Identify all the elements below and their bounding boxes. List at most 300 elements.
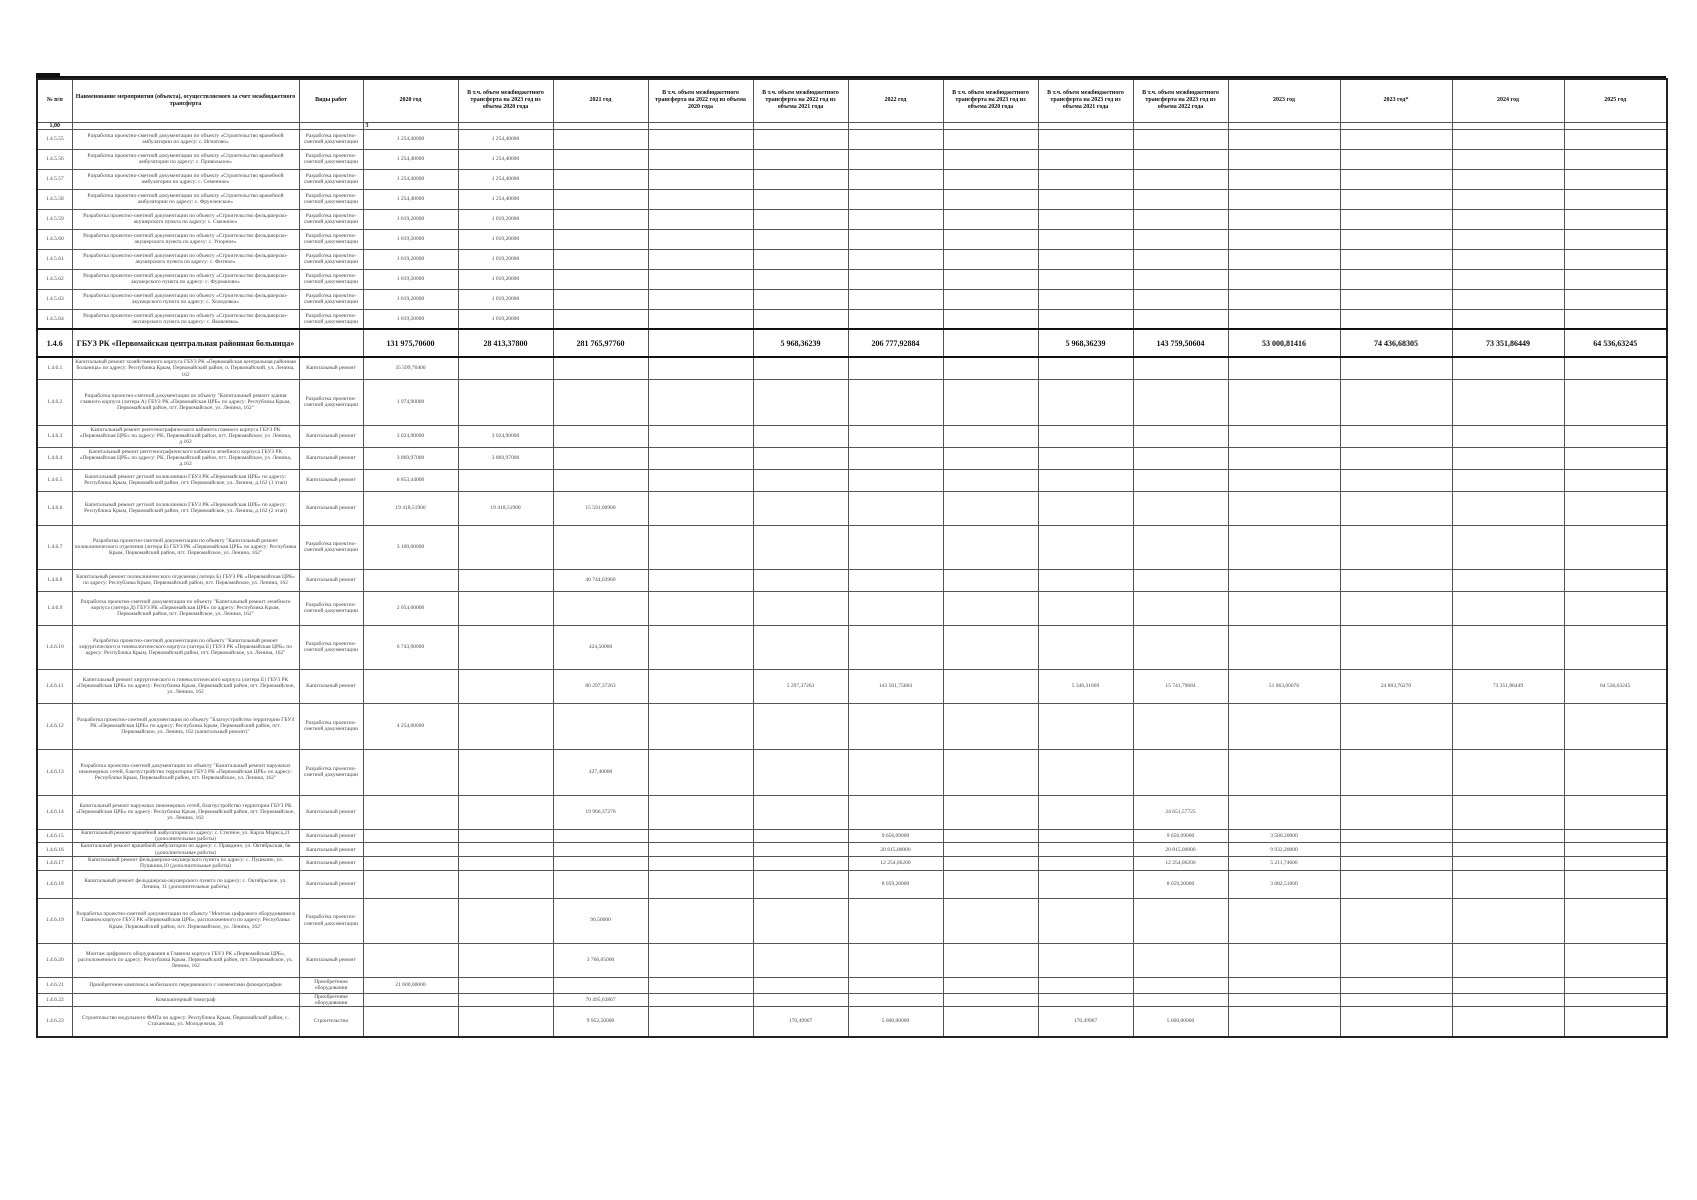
cell-inc2020	[458, 569, 553, 591]
cell-name: Капитальный ремонт хозяйственного корпуса ГБУЗ РК «Первомайская центральная районная больница» по адресу: Республика Крым, Первомайский район, п. Первомайский, ул. Ленина, 162	[72, 357, 299, 379]
cell-y2022	[848, 491, 943, 525]
cell-num: 1.4.5.58	[37, 189, 72, 209]
cell-inc2023from2020	[943, 591, 1038, 625]
cell-y2024	[1452, 977, 1564, 993]
cell-num: 1.4.6.16	[37, 843, 72, 857]
table-row	[37, 289, 1667, 309]
cell-inc2023from2022	[1133, 625, 1228, 669]
cell-y2023	[1228, 703, 1340, 749]
cell-y2021	[553, 591, 648, 625]
cell-y2023s	[1340, 189, 1452, 209]
cell-y2023s	[1340, 749, 1452, 795]
cell-inc2022from2021	[753, 870, 848, 898]
cell-name: Разработка проектно-сметной документации по объекту «Строительство фельдшерско-акушерского пункта по адресу: с. Упорное»	[72, 229, 299, 249]
cell-y2024	[1452, 425, 1564, 447]
cell-y2022	[848, 209, 943, 229]
cell-y2024	[1452, 943, 1564, 977]
cell-y2022	[848, 703, 943, 749]
cell-inc2023from2022: 9 656,09000	[1133, 829, 1228, 843]
cell-y2021	[553, 856, 648, 870]
cell-y2025	[1564, 943, 1667, 977]
cell-inc2023from2020	[943, 289, 1038, 309]
cell-y2022	[848, 469, 943, 491]
cell-work: Капитальный ремонт	[299, 943, 363, 977]
cell-inc2022from2021: 5 297,37263	[753, 669, 848, 703]
col-inc2023-2021: В т.ч. объем межбюджетного трансферта на 2023 год из объема 2021 года	[1038, 79, 1133, 122]
cell-inc2020: 1 254,40000	[458, 129, 553, 149]
table-row	[37, 870, 1667, 898]
cell-y2023	[1228, 993, 1340, 1007]
cell-inc2020	[458, 856, 553, 870]
cell-y2025	[1564, 749, 1667, 795]
cell-inc2023from2020	[943, 749, 1038, 795]
cell-y2020: 21 600,00000	[363, 977, 458, 993]
cell-inc2022from2021	[753, 189, 848, 209]
cell-inc2023from2021	[1038, 447, 1133, 469]
cell-name: Разработка проектно-сметной документации по объекту «Строительство фельдшерско-акушерского пункта по адресу: с. Холодовка»	[72, 289, 299, 309]
cell-inc2022from2021	[753, 149, 848, 169]
table-row	[37, 569, 1667, 591]
cell-inc2023from2022	[1133, 491, 1228, 525]
cell-inc2023from2022	[1133, 357, 1228, 379]
cell-work: Капитальный ремонт	[299, 795, 363, 829]
cell-inc2022from2021	[753, 209, 848, 229]
cell-inc2023from2020	[943, 129, 1038, 149]
summary-2025: 64 536,63245	[1564, 329, 1667, 357]
cell-y2021: 424,50000	[553, 625, 648, 669]
cell-inc2023from2021	[1038, 525, 1133, 569]
table-row	[37, 625, 1667, 669]
table-row	[37, 943, 1667, 977]
cell-y2020	[363, 870, 458, 898]
cell-y2021	[553, 870, 648, 898]
cell-y2023s	[1340, 898, 1452, 943]
col-inc2023-2020: В т.ч. объем межбюджетного трансферта на 2023 год из объема 2020 года	[943, 79, 1038, 122]
col-inc2022-2021: В т.ч. объем межбюджетного трансферта на 2022 год из объема 2021 года	[753, 79, 848, 122]
cell-inc2022from2020	[648, 569, 753, 591]
cell-y2020: 1 254,40000	[363, 169, 458, 189]
cell-inc2022from2020	[648, 993, 753, 1007]
cell-inc2020	[458, 469, 553, 491]
cell-inc2022from2021	[753, 469, 848, 491]
cell-inc2023from2021	[1038, 703, 1133, 749]
cell-work: Разработка проектно-сметной документации	[299, 309, 363, 329]
cell-y2023	[1228, 749, 1340, 795]
cell-work: Разработка проектно-сметной документации	[299, 169, 363, 189]
cell-y2020	[363, 669, 458, 703]
cell-inc2020	[458, 1007, 553, 1037]
cell-y2023s	[1340, 379, 1452, 425]
cell-inc2023from2022	[1133, 569, 1228, 591]
cell-y2024: 73 351,86449	[1452, 669, 1564, 703]
cell-inc2022from2021	[753, 357, 848, 379]
cell-inc2023from2022	[1133, 749, 1228, 795]
cell-work: Строительство	[299, 1007, 363, 1037]
cell-inc2020: 1 254,40000	[458, 189, 553, 209]
cell-inc2022from2021	[753, 703, 848, 749]
cell-inc2020: 1 019,20000	[458, 249, 553, 269]
cell-work: Приобретение оборудования	[299, 993, 363, 1007]
cell-work: Капитальный ремонт	[299, 469, 363, 491]
cell-work: Разработка проектно-сметной документации	[299, 209, 363, 229]
col-num: № п/п	[37, 79, 72, 122]
cell-y2023	[1228, 943, 1340, 977]
table-row	[37, 169, 1667, 189]
cell-y2022	[848, 309, 943, 329]
cell-work: Капитальный ремонт	[299, 870, 363, 898]
cell-y2021: 427,40000	[553, 749, 648, 795]
cell-inc2022from2021	[753, 977, 848, 993]
cell-y2020	[363, 795, 458, 829]
cell-y2020: 1 019,20000	[363, 249, 458, 269]
cell-y2025	[1564, 169, 1667, 189]
summary-inc2023-2022: 143 759,50604	[1133, 329, 1228, 357]
cell-inc2022from2020	[648, 977, 753, 993]
cell-y2022	[848, 898, 943, 943]
cell-work: Разработка проектно-сметной документации	[299, 269, 363, 289]
cell-inc2022from2021	[753, 447, 848, 469]
cell-inc2023from2020	[943, 703, 1038, 749]
cell-num: 1.4.6.2	[37, 379, 72, 425]
cell-inc2023from2020	[943, 209, 1038, 229]
cell-name: Монтаж цифрового оборудования в Главном корпусе ГБУЗ РК «Первомайская ЦРБ», расположенного по адресу: Республика Крым, Первомайский район, пгт. Первомайское, ул. Ленина, 162	[72, 943, 299, 977]
cell-y2020	[363, 829, 458, 843]
cell-inc2023from2020	[943, 149, 1038, 169]
cell-name: Капитальный ремонт рентгенографического кабинета лечебного корпуса ГБУЗ РК «Первомайская ЦРБ» по адресу: РК, Первомайский район, пгт. Первомайское, ул. Ленина, д.162	[72, 447, 299, 469]
cell-inc2022from2020	[648, 669, 753, 703]
cell-inc2023from2021	[1038, 569, 1133, 591]
cell-y2022	[848, 289, 943, 309]
table-row	[37, 209, 1667, 229]
cell-y2025	[1564, 209, 1667, 229]
cell-y2023	[1228, 1007, 1340, 1037]
cell-y2023s	[1340, 795, 1452, 829]
cell-inc2020: 1 019,20000	[458, 209, 553, 229]
table-row	[37, 795, 1667, 829]
cell-y2020: 6 853,44000	[363, 469, 458, 491]
index-row	[37, 122, 1667, 129]
cell-inc2020: 1 019,20000	[458, 269, 553, 289]
col-2022: 2022 год	[848, 79, 943, 122]
cell-y2023	[1228, 129, 1340, 149]
cell-y2022	[848, 129, 943, 149]
cell-inc2023from2022: 12 254,06200	[1133, 856, 1228, 870]
cell-num: 1.4.5.56	[37, 149, 72, 169]
cell-inc2022from2020	[648, 898, 753, 943]
cell-y2023s	[1340, 249, 1452, 269]
header-row	[37, 79, 1667, 122]
cell-y2025	[1564, 357, 1667, 379]
cell-y2022	[848, 249, 943, 269]
cell-y2023s	[1340, 309, 1452, 329]
cell-inc2020	[458, 703, 553, 749]
table-row	[37, 591, 1667, 625]
cell-work: Разработка проектно-сметной документации	[299, 189, 363, 209]
cell-y2022	[848, 269, 943, 289]
cell-inc2022from2020	[648, 870, 753, 898]
cell-y2025	[1564, 977, 1667, 993]
cell-name: Строительство модульного ФАПа по адресу: Республика Крым, Первомайский район, с. Стахановка, ул. Молодежная, 30	[72, 1007, 299, 1037]
cell-y2022: 5 600,00000	[848, 1007, 943, 1037]
cell-work: Разработка проектно-сметной документации	[299, 149, 363, 169]
cell-y2023	[1228, 898, 1340, 943]
cell-name: Разработка проектно-сметной документации по объекту "Капитальный ремонт хирургического и гинекологического корпуса (литера Е) ГБУЗ РК «Первомайская ЦРБ» по адресу: Республика Крым, Первомайский район, пгт. Первомайское, ул. Ленина, 162"	[72, 625, 299, 669]
col-inc2023-2022: В т.ч. объем межбюджетного трансферта на 2023 год из объема 2022 года	[1133, 79, 1228, 122]
cell-y2022	[848, 425, 943, 447]
table-row	[37, 829, 1667, 843]
cell-inc2023from2022	[1133, 289, 1228, 309]
cell-inc2023from2021	[1038, 249, 1133, 269]
cell-num: 1.4.6.11	[37, 669, 72, 703]
cell-inc2020	[458, 749, 553, 795]
cell-inc2020: 1 019,20000	[458, 229, 553, 249]
cell-num: 1.4.6.8	[37, 569, 72, 591]
cell-name: Капитальный ремонт поликлинического отделения (литера Б) ГБУЗ РК «Первомайская ЦРБ» по адресу: Республика Крым, Первомайский район, пгт. Первомайское, ул. Ленина, 162	[72, 569, 299, 591]
cell-y2023s	[1340, 447, 1452, 469]
cell-y2021	[553, 229, 648, 249]
cell-inc2023from2020	[943, 249, 1038, 269]
cell-y2022	[848, 977, 943, 993]
cell-inc2020: 3 869,97000	[458, 447, 553, 469]
cell-y2025	[1564, 829, 1667, 843]
cell-y2025	[1564, 425, 1667, 447]
cell-y2024	[1452, 129, 1564, 149]
cell-inc2022from2020	[648, 829, 753, 843]
table-row	[37, 249, 1667, 269]
cell-y2025	[1564, 129, 1667, 149]
col-2023s: 2023 год*	[1340, 79, 1452, 122]
cell-y2021: 80 297,37263	[553, 669, 648, 703]
cell-num: 1.4.5.60	[37, 229, 72, 249]
cell-inc2020	[458, 843, 553, 857]
cell-num: 1.4.5.61	[37, 249, 72, 269]
table-row	[37, 469, 1667, 491]
cell-y2022	[848, 749, 943, 795]
cell-inc2023from2021	[1038, 289, 1133, 309]
cell-inc2022from2021	[753, 829, 848, 843]
cell-inc2020	[458, 379, 553, 425]
cell-y2021	[553, 447, 648, 469]
cell-y2025	[1564, 591, 1667, 625]
cell-y2020	[363, 749, 458, 795]
transfer-table	[36, 78, 1668, 1038]
cell-y2020: 3 869,97000	[363, 447, 458, 469]
cell-y2023s	[1340, 703, 1452, 749]
cell-num: 1.4.6.1	[37, 357, 72, 379]
col-2020: 2020 год	[363, 79, 458, 122]
table-row	[37, 703, 1667, 749]
cell-inc2023from2022	[1133, 189, 1228, 209]
cell-y2024	[1452, 525, 1564, 569]
cell-y2020: 3 024,90000	[363, 425, 458, 447]
cell-y2020: 19 418,51900	[363, 491, 458, 525]
cell-work: Капитальный ремонт	[299, 491, 363, 525]
cell-inc2023from2020	[943, 898, 1038, 943]
col-2024: 2024 год	[1452, 79, 1564, 122]
cell-num: 1.4.6.19	[37, 898, 72, 943]
cell-y2024	[1452, 1007, 1564, 1037]
cell-name: Разработка проектно-сметной документации по объекту «Строительство врачебной амбулатории по адресу: с. Семенное»	[72, 169, 299, 189]
cell-y2021: 3 766,05000	[553, 943, 648, 977]
cell-inc2020	[458, 357, 553, 379]
cell-inc2023from2022	[1133, 379, 1228, 425]
cell-inc2023from2020	[943, 856, 1038, 870]
cell-inc2020	[458, 943, 553, 977]
cell-inc2020: 1 254,40000	[458, 169, 553, 189]
cell-work: Разработка проектно-сметной документации	[299, 749, 363, 795]
cell-inc2023from2021	[1038, 209, 1133, 229]
cell-name: Капитальный ремонт хирургического и гинекологического корпуса (литера Е) ГБУЗ РК «Первомайская ЦРБ» по адресу: Республика Крым, Первомайский район, пгт. Первомайское, ул. Ленина, 162	[72, 669, 299, 703]
cell-inc2023from2020	[943, 669, 1038, 703]
cell-name: Разработка проектно-сметной документации по объекту «Строительство врачебной амбулатории по адресу: с. Привольное»	[72, 149, 299, 169]
cell-y2020: 1 974,90000	[363, 379, 458, 425]
cell-y2025	[1564, 870, 1667, 898]
cell-y2021	[553, 249, 648, 269]
cell-inc2022from2020	[648, 525, 753, 569]
summary-2022: 206 777,92884	[848, 329, 943, 357]
cell-num: 1.4.6.14	[37, 795, 72, 829]
cell-y2024	[1452, 249, 1564, 269]
cell-y2023s	[1340, 591, 1452, 625]
cell-y2023: 3 580,20000	[1228, 829, 1340, 843]
cell-inc2023from2021	[1038, 943, 1133, 977]
cell-name: Капитальный ремонт врачебной амбулатории по адресу: с. Степное, ул. Карла Маркса,21 (дополнительные работы)	[72, 829, 299, 843]
cell-y2023	[1228, 209, 1340, 229]
cell-inc2023from2021	[1038, 795, 1133, 829]
cell-inc2022from2020	[648, 591, 753, 625]
cell-work: Разработка проектно-сметной документации	[299, 625, 363, 669]
cell-name: Разработка проектно-сметной документации по объекту «Строительство фельдшерско-акушерского пункта по адресу: с. Фурманово»	[72, 269, 299, 289]
cell-inc2022from2021	[753, 943, 848, 977]
cell-y2022	[848, 229, 943, 249]
cell-inc2022from2021	[753, 169, 848, 189]
cell-inc2022from2021	[753, 993, 848, 1007]
cell-y2020: 3 100,00000	[363, 525, 458, 569]
cell-name: Разработка проектно-сметной документации по объекту «Строительство фельдшерско-акушерского пункта по адресу: с. Яковлевка»	[72, 309, 299, 329]
cell-y2025	[1564, 843, 1667, 857]
cell-inc2023from2022	[1133, 249, 1228, 269]
cell-y2025	[1564, 569, 1667, 591]
cell-y2025	[1564, 469, 1667, 491]
cell-y2021	[553, 829, 648, 843]
table-row	[37, 856, 1667, 870]
cell-inc2020	[458, 977, 553, 993]
cell-y2025	[1564, 269, 1667, 289]
cell-y2023s	[1340, 169, 1452, 189]
cell-inc2023from2020	[943, 993, 1038, 1007]
cell-inc2023from2021	[1038, 169, 1133, 189]
cell-inc2023from2021	[1038, 269, 1133, 289]
cell-inc2020: 1 019,20000	[458, 289, 553, 309]
cell-y2022: 143 501,75684	[848, 669, 943, 703]
cell-name: Разработка проектно-сметной документации по объекту «Строительство врачебной амбулатории по адресу: с. Фрунзенское»	[72, 189, 299, 209]
cell-y2025: 64 536,63245	[1564, 669, 1667, 703]
cell-y2021	[553, 169, 648, 189]
cell-y2024	[1452, 447, 1564, 469]
cell-y2022	[848, 149, 943, 169]
cell-inc2023from2020	[943, 977, 1038, 993]
cell-inc2023from2022	[1133, 309, 1228, 329]
cell-y2024	[1452, 491, 1564, 525]
cell-y2025	[1564, 856, 1667, 870]
col-inc2020: В т.ч. объем межбюджетного трансферта на 2023 год из объема 2020 года	[458, 79, 553, 122]
col-2025: 2025 год	[1564, 79, 1667, 122]
cell-inc2023from2022	[1133, 447, 1228, 469]
cell-y2023	[1228, 229, 1340, 249]
table-row	[37, 229, 1667, 249]
summary-2024: 73 351,86449	[1452, 329, 1564, 357]
cell-inc2023from2020	[943, 870, 1038, 898]
cell-work: Капитальный ремонт	[299, 843, 363, 857]
cell-y2023: 51 063,00076	[1228, 669, 1340, 703]
cell-y2024	[1452, 269, 1564, 289]
cell-inc2023from2020	[943, 269, 1038, 289]
cell-num: 1.4.5.64	[37, 309, 72, 329]
cell-num: 1.4.6.22	[37, 993, 72, 1007]
cell-inc2022from2020	[648, 749, 753, 795]
table-row	[37, 129, 1667, 149]
cell-inc2023from2021: 5 346,31669	[1038, 669, 1133, 703]
cell-y2022: 9 656,09000	[848, 829, 943, 843]
cell-inc2023from2021	[1038, 977, 1133, 993]
table-row	[37, 843, 1667, 857]
col-work: Виды работ	[299, 79, 363, 122]
cell-inc2023from2020	[943, 795, 1038, 829]
cell-y2023s	[1340, 229, 1452, 249]
cell-y2025	[1564, 898, 1667, 943]
cell-inc2023from2021	[1038, 843, 1133, 857]
cell-num: 1.4.5.55	[37, 129, 72, 149]
summary-2023s: 74 436,68305	[1340, 329, 1452, 357]
cell-y2025	[1564, 189, 1667, 209]
cell-work: Капитальный ремонт	[299, 447, 363, 469]
cell-work: Капитальный ремонт	[299, 357, 363, 379]
cell-inc2023from2022: 20 815,00000	[1133, 843, 1228, 857]
cell-y2022	[848, 525, 943, 569]
table-row	[37, 189, 1667, 209]
cell-y2025	[1564, 447, 1667, 469]
cell-name: Капитальный ремонт наружных инженерных сетей, благоустройство территории ГБУЗ РК «Первомайская ЦРБ» по адресу: Республика Крым, Первомайский район, пгт. Первомайское, ул. Ленина, 162	[72, 795, 299, 829]
cell-inc2023from2020	[943, 447, 1038, 469]
cell-num: 1.4.6.17	[37, 856, 72, 870]
cell-num: 1.4.5.59	[37, 209, 72, 229]
cell-inc2023from2020	[943, 357, 1038, 379]
cell-num: 1.4.6.21	[37, 977, 72, 993]
cell-name: Разработка проектно-сметной документации по объекту "Благоустройство территории ГБУЗ РК «Первомайская ЦРБ» по адресу: Республика Крым, Первомайский район, пгт. Первомайское, ул. Ленина, 162 (капитальный ремонт)"	[72, 703, 299, 749]
cell-work: Капитальный ремонт	[299, 569, 363, 591]
cell-inc2023from2022	[1133, 169, 1228, 189]
cell-num: 1.4.6.4	[37, 447, 72, 469]
cell-inc2020	[458, 829, 553, 843]
cell-inc2023from2021	[1038, 870, 1133, 898]
cell-y2020	[363, 1007, 458, 1037]
cell-work: Разработка проектно-сметной документации	[299, 525, 363, 569]
cell-inc2023from2022: 8 059,20000	[1133, 870, 1228, 898]
cell-inc2023from2022	[1133, 977, 1228, 993]
summary-inc2020: 28 413,37800	[458, 329, 553, 357]
cell-num: 1.4.5.57	[37, 169, 72, 189]
cell-inc2022from2020	[648, 269, 753, 289]
summary-2023: 53 000,81416	[1228, 329, 1340, 357]
cell-y2022	[848, 569, 943, 591]
index-cell-1: 1,00	[37, 122, 72, 129]
cell-name: Разработка проектно-сметной документации по объекту "Капитальный ремонт здания главного корпуса (литера А) ГБУЗ РК «Первомайская ЦРБ» по адресу: Республика Крым, Первомайский район, пгт. Первомайское, ул. Ленина, 162"	[72, 379, 299, 425]
cell-num: 1.4.6.6	[37, 491, 72, 525]
cell-y2022	[848, 169, 943, 189]
cell-y2023	[1228, 149, 1340, 169]
cell-y2022	[848, 591, 943, 625]
cell-inc2023from2021	[1038, 129, 1133, 149]
